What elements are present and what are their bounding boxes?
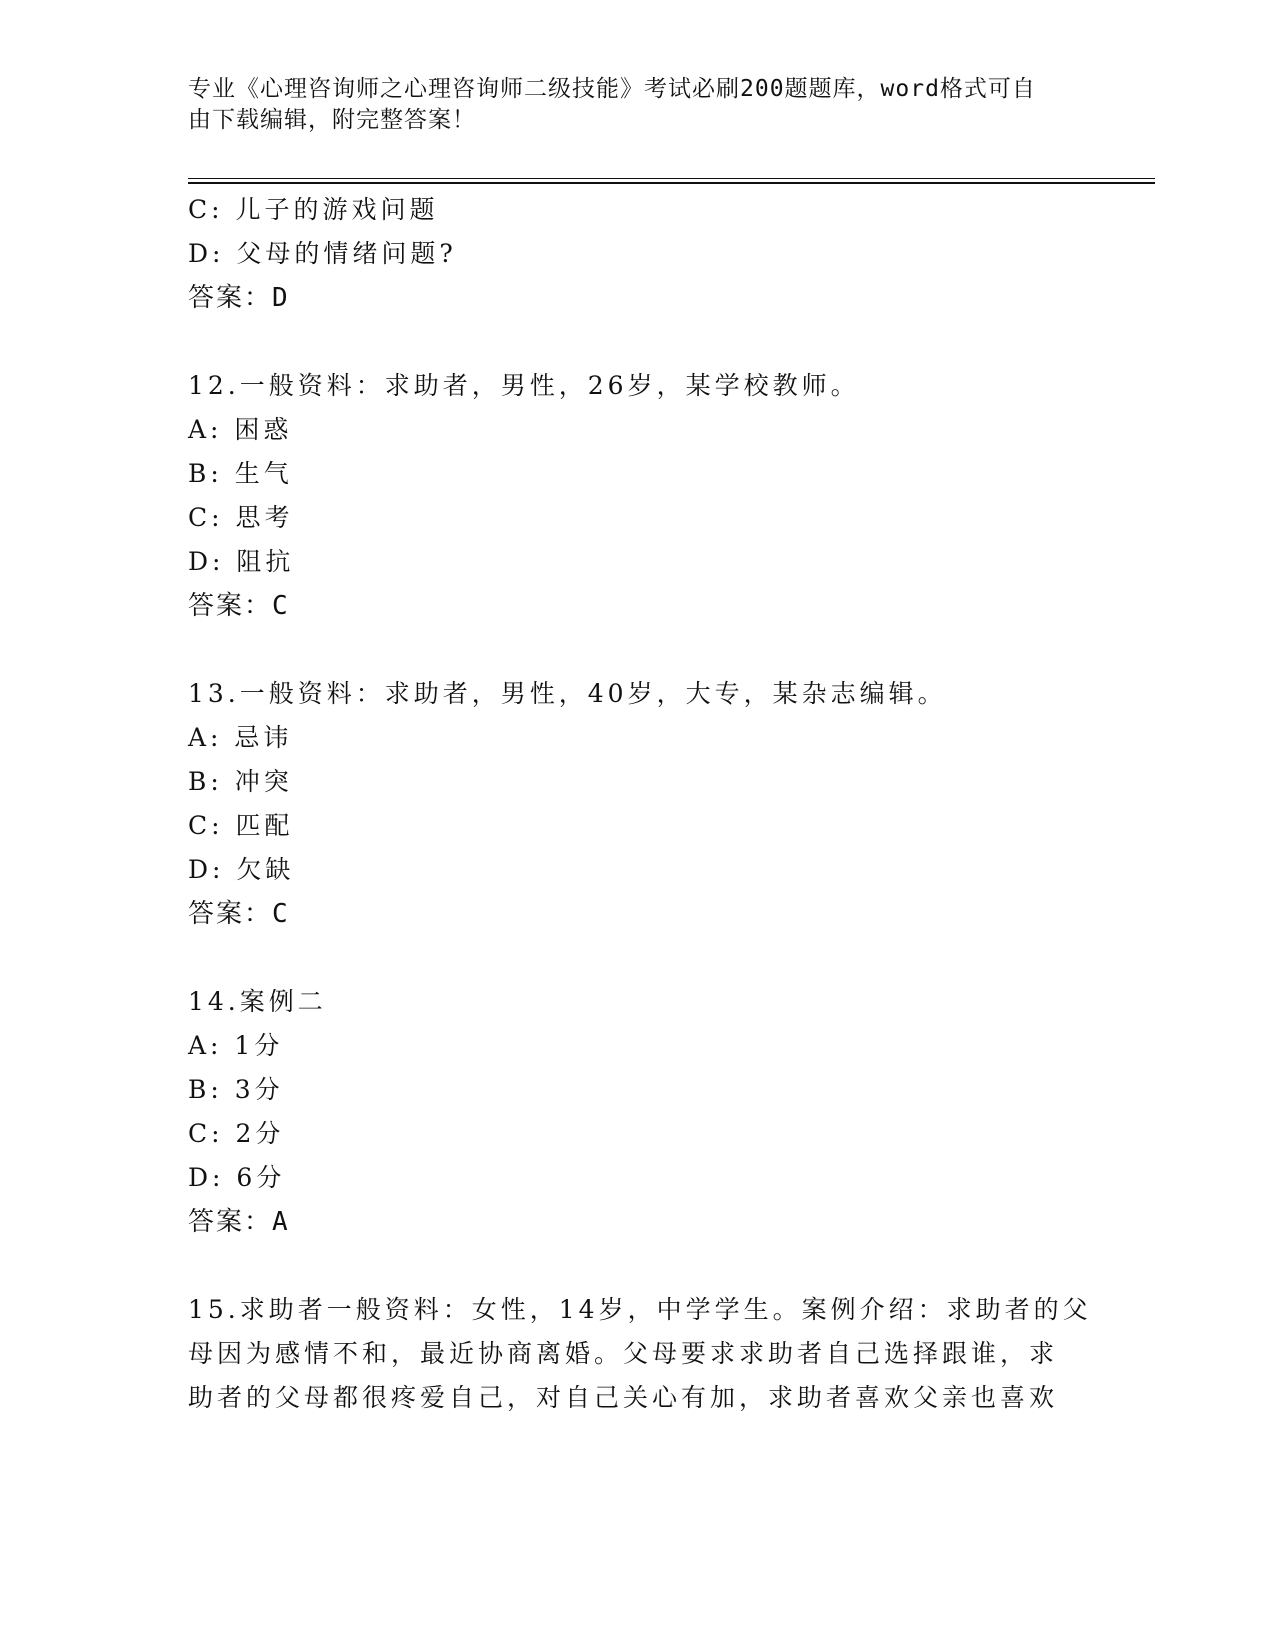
header-divider-thin	[188, 178, 1155, 179]
q15-line-1: 15.求助者一般资料：女性，14岁，中学学生。案例介绍：求助者的父	[188, 1295, 1092, 1324]
q15-line-2: 母因为感情不和，最近协商离婚。父母要求求助者自己选择跟谁，求	[188, 1339, 1059, 1368]
q13-answer: 答案：C	[188, 899, 290, 929]
q13-option-a: A: 忌讳	[188, 723, 293, 752]
q14-option-a: A: 1分	[188, 1031, 284, 1060]
q14-answer: 答案：A	[188, 1207, 290, 1237]
header-title-line-2: 由下载编辑，附完整答案！	[188, 107, 476, 133]
q12-option-a: A: 困惑	[188, 415, 293, 444]
q14-option-b: B: 3分	[188, 1075, 284, 1104]
q12-answer: 答案：C	[188, 591, 290, 621]
prev-option-c: C: 儿子的游戏问题	[188, 195, 439, 224]
q14-option-d: D: 6分	[188, 1163, 286, 1192]
q12-option-d: D: 阻抗	[188, 547, 295, 576]
q14-option-c: C: 2分	[188, 1119, 285, 1148]
q13-option-b: B: 冲突	[188, 767, 293, 796]
document-header	[188, 74, 1068, 136]
q12-stem: 12.一般资料：求助者，男性，26岁，某学校教师。	[188, 371, 860, 400]
prev-option-d: D: 父母的情绪问题?	[188, 239, 457, 268]
q13-option-c: C: 匹配	[188, 811, 294, 840]
q13-stem: 13.一般资料：求助者，男性，40岁，大专，某杂志编辑。	[188, 679, 947, 708]
q12-option-c: C: 思考	[188, 503, 294, 532]
q14-stem: 14.案例二	[188, 987, 327, 1016]
header-divider-thick	[188, 182, 1155, 184]
header-title-line-1: 专业《心理咨询师之心理咨询师二级技能》考试必刷200题题库，word格式可自	[188, 76, 1036, 102]
prev-answer: 答案：D	[188, 283, 290, 313]
q13-option-d: D: 欠缺	[188, 855, 295, 884]
q15-line-3: 助者的父母都很疼爱自己，对自己关心有加，求助者喜欢父亲也喜欢	[188, 1383, 1059, 1412]
q12-option-b: B: 生气	[188, 459, 293, 488]
